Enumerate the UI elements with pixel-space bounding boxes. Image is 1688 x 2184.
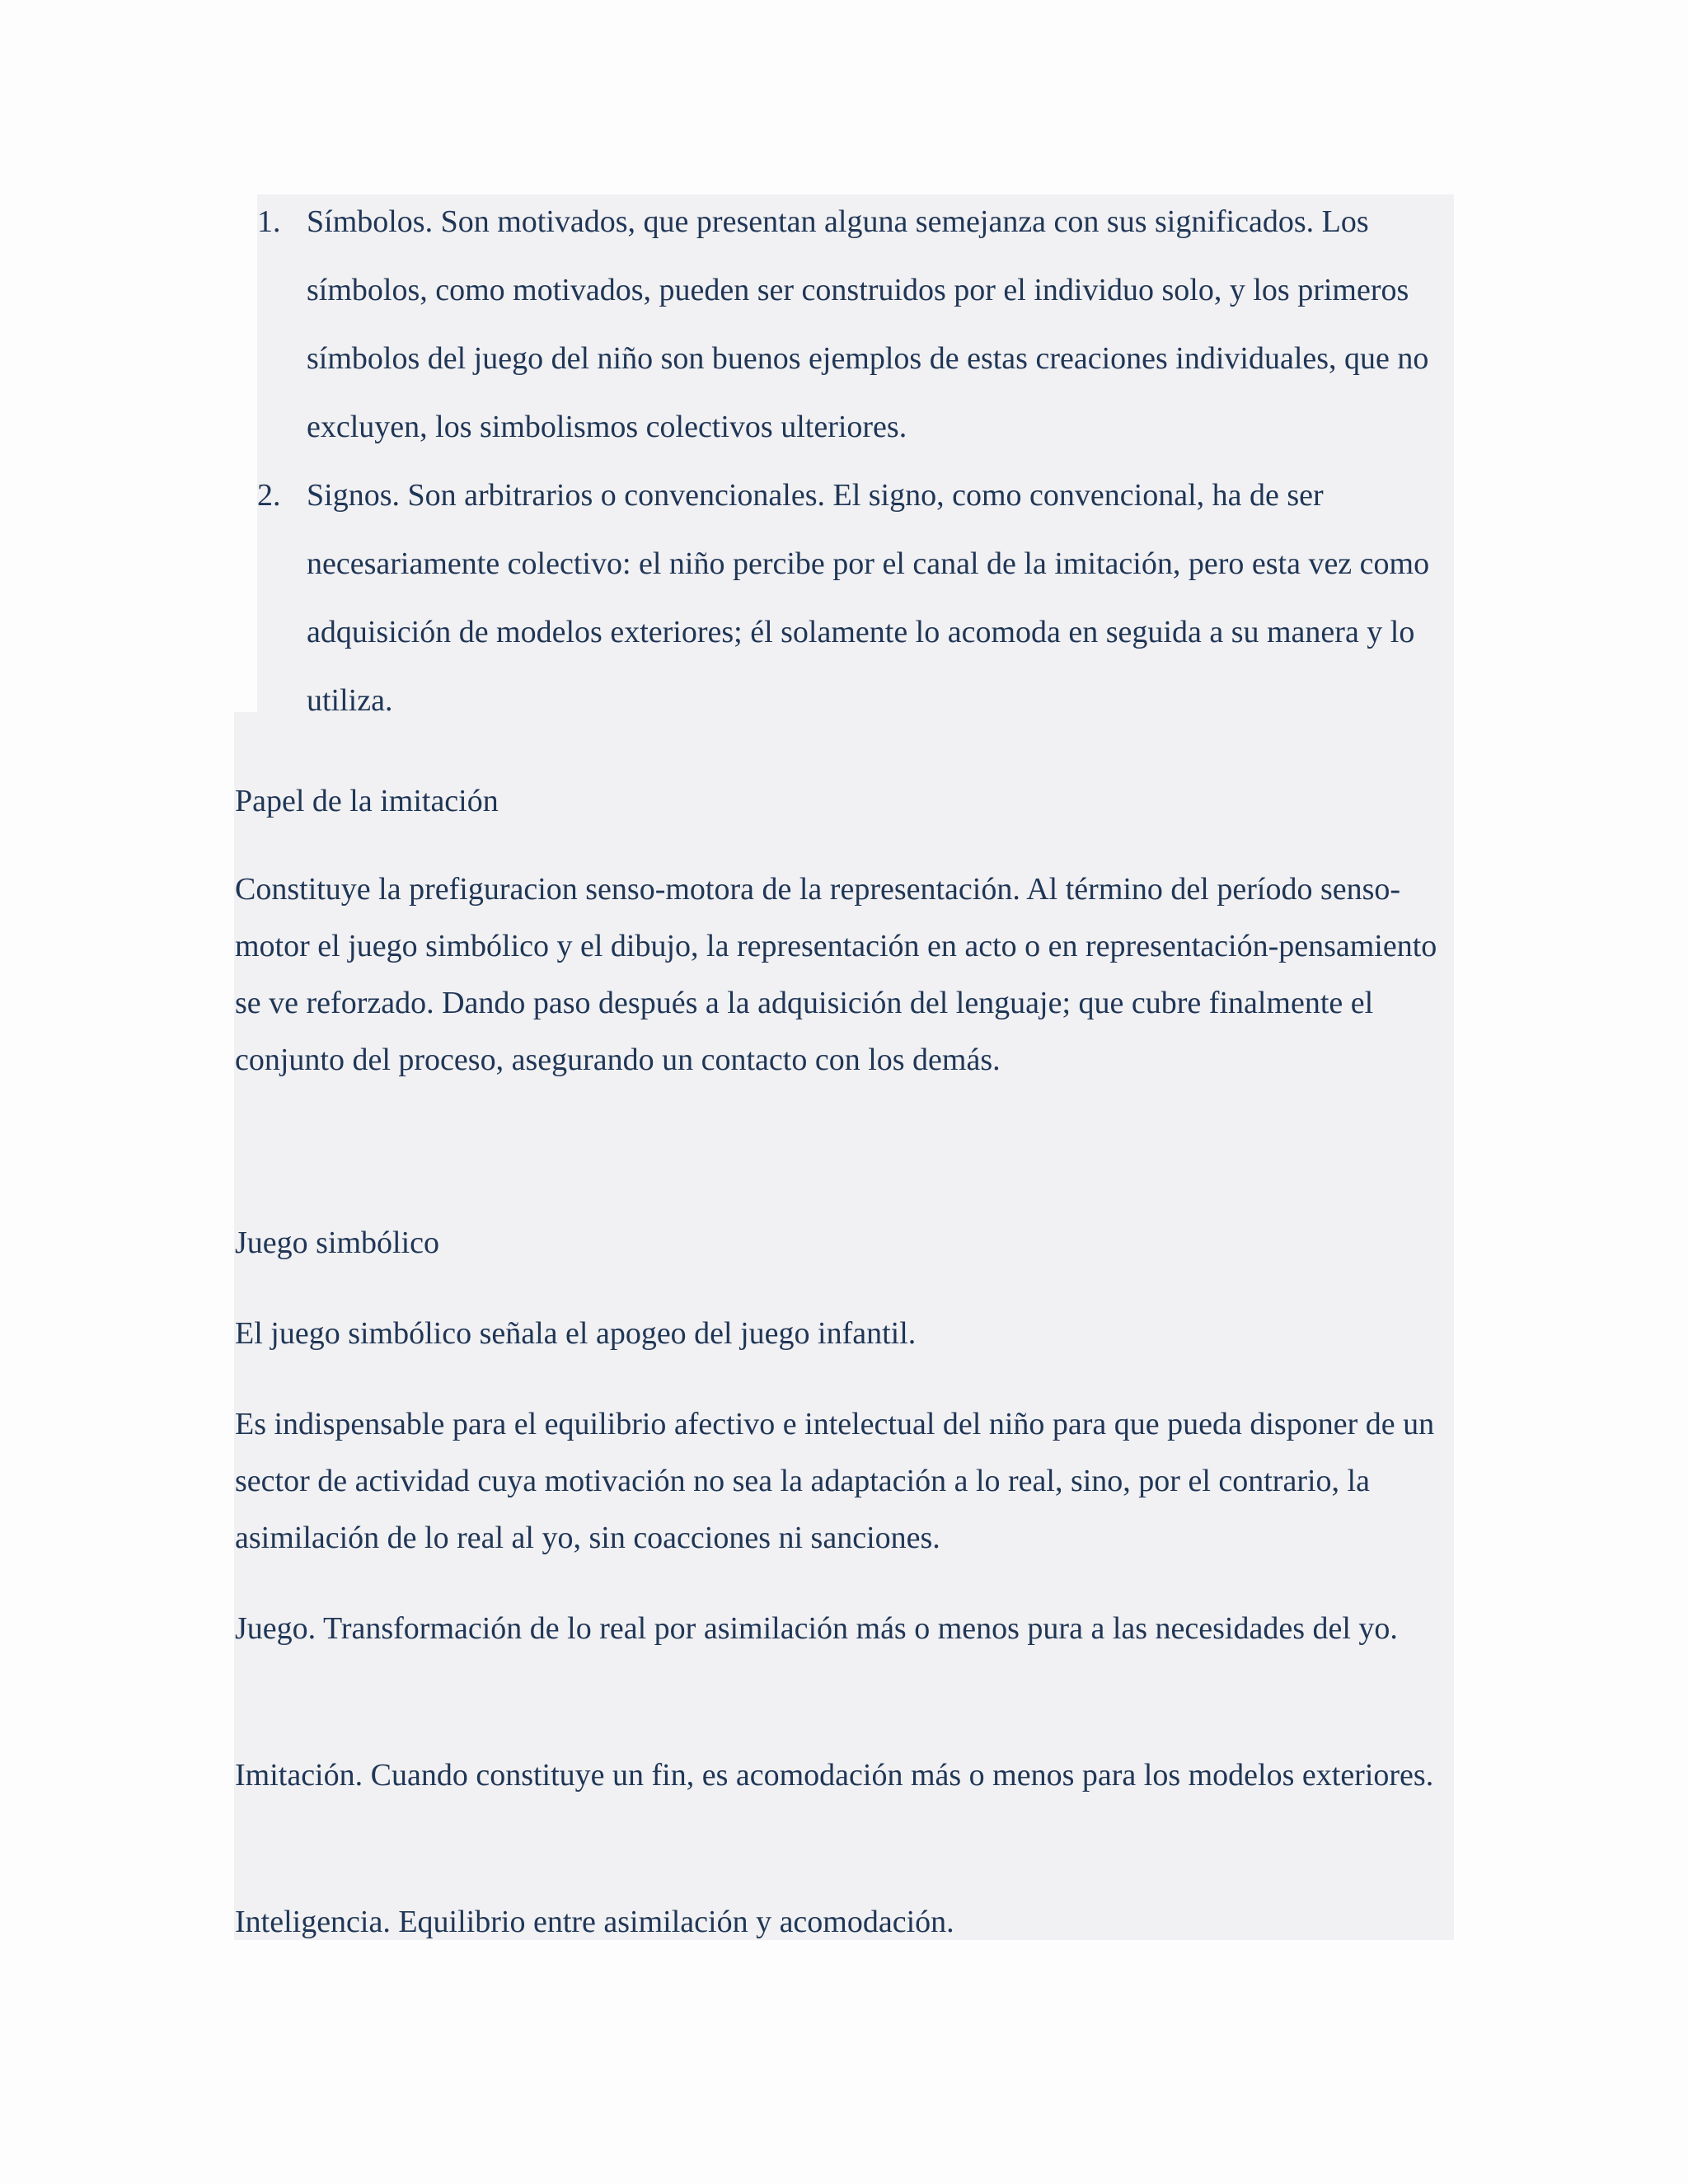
definition-juego: Juego. Transformación de lo real por asimilación más o menos pura a las necesidades del yo.	[235, 1611, 1398, 1646]
definition-imitacion: Imitación. Cuando constituye un fin, es acomodación más o menos para los modelos exteriores.	[235, 1758, 1434, 1793]
list-item-number: 1.	[257, 204, 281, 239]
definition-inteligencia: Inteligencia. Equilibrio entre asimilación y acomodación.	[235, 1905, 954, 1939]
paragraph-juego-equilibrio: Es indispensable para el equilibrio afectivo e intelectual del niño para que pueda disponer de un sector de actividad cuya motivación no sea la adaptación a lo real, sino, por el contrario, la asimilación de lo real al yo, sin coacciones ni sanciones.	[235, 1407, 1435, 1555]
list-item-number: 2.	[257, 478, 281, 513]
numbered-list	[257, 188, 1452, 735]
paragraph-imitacion: Constituye la prefiguracion senso-motora de la representación. Al término del período senso-motor el juego simbólico y el dibujo, la representación en acto o en representación-pensamiento se ve reforzado. Dando paso después a la adquisición del lenguaje; que cubre finalmente el conjunto del proceso, asegurando un contacto con los demás.	[235, 872, 1437, 1077]
section-heading-imitacion: Papel de la imitación	[235, 784, 499, 818]
list-item-text: Símbolos. Son motivados, que presentan alguna semejanza con sus significados. Los símbolos, como motivados, pueden ser construidos por el individuo solo, y los primeros símbolos del juego del niño son buenos ejemplos de estas creaciones individuales, que no excluyen, los simbolismos colectivos ulteriores.	[307, 204, 1429, 444]
list-item	[257, 462, 1452, 735]
list-item-text: Signos. Son arbitrarios o convencionales. El signo, como convencional, ha de ser necesariamente colectivo: el niño percibe por el canal de la imitación, pero esta vez como adquisición de modelos exteriores; él solamente lo acomoda en seguida a su manera y lo utiliza.	[307, 478, 1430, 718]
list-item	[257, 188, 1452, 462]
section-heading-juego-simbolico: Juego simbólico	[235, 1226, 440, 1260]
paragraph-juego-apogeo: El juego simbólico señala el apogeo del juego infantil.	[235, 1316, 917, 1351]
